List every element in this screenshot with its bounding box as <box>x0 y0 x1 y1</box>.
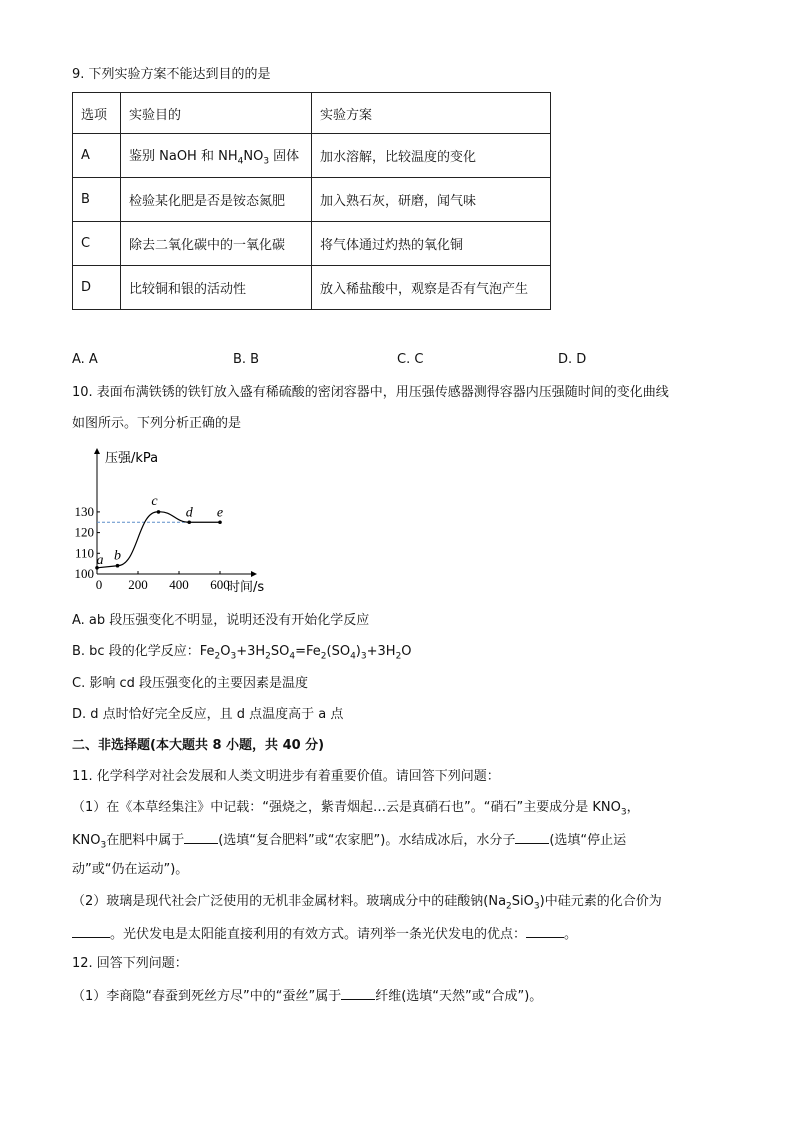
table-cell-option: C <box>73 222 121 266</box>
data-point-d <box>187 520 191 524</box>
q10-option-c[interactable]: C. 影响 cd 段压强变化的主要因素是温度 <box>72 676 309 691</box>
answer-blank[interactable] <box>184 829 218 844</box>
table-cell-plan: 将气体通过灼热的氧化铜 <box>312 222 551 266</box>
point-label-b: b <box>114 548 121 564</box>
table-cell-goal: 检验某化肥是否是铵态氮肥 <box>121 178 312 222</box>
section-heading: 二、非选择题(本大题共 8 小题，共 40 分) <box>72 738 325 753</box>
q10-option-b[interactable]: B. bc 段的化学反应：$Fe_2O_3+3H_2SO_4=Fe_2(SO_4)_3+3H_2O$ <box>72 644 412 662</box>
q11-part2-line2: 。光伏发电是太阳能直接利用的有效方式。请列举一条光伏发电的优点： 。 <box>72 923 577 945</box>
q10-stem-line1: 10. 表面布满铁锈的铁钉放入盛有稀硫酸的密闭容器中，用压强传感器测得容器内压强随时间的变化曲线 <box>72 385 669 400</box>
x-tick-label: 0 <box>95 577 103 592</box>
answer-blank[interactable] <box>515 829 549 844</box>
q10-option-a[interactable]: A. ab 段压强变化不明显，说明还没有开始化学反应 <box>72 613 370 628</box>
table-cell-plan: 放入稀盐酸中，观察是否有气泡产生 <box>312 266 551 310</box>
y-axis-arrow <box>94 448 100 454</box>
q9-option-c[interactable]: C. C <box>397 352 424 367</box>
answer-blank[interactable] <box>526 923 564 938</box>
q12-stem: 12. 回答下列问题： <box>72 956 188 971</box>
q11-part1-line2: $KNO_3$在肥料中属于 (选填“复合肥料”或“农家肥”)。水结成冰后，水分子 (选填“停止运 <box>72 829 626 856</box>
table-header-cell: 实验目的 <box>121 93 312 134</box>
point-label-c: c <box>151 493 158 509</box>
q11-part2-line1: （2）玻璃是现代社会广泛使用的无机非金属材料。玻璃成分中的硅酸钠$(Na_2SiO_3)$中硅元素的化合价为 <box>72 894 662 912</box>
table-row <box>73 178 551 222</box>
table-header-cell: 选项 <box>73 93 121 134</box>
table-header-cell: 实验方案 <box>312 93 551 134</box>
data-point-e <box>218 520 222 524</box>
table-row <box>73 134 551 178</box>
table-cell-option: D <box>73 266 121 310</box>
table-cell-plan: 加水溶解，比较温度的变化 <box>312 134 551 178</box>
y-axis-label: 压强/kPa <box>105 451 159 466</box>
table-row <box>73 266 551 310</box>
answer-blank[interactable] <box>341 985 375 1000</box>
table-cell-plan: 加入熟石灰，研磨，闻气味 <box>312 178 551 222</box>
point-label-a: a <box>96 552 104 568</box>
pressure-time-chart <box>60 440 300 605</box>
table-cell-goal: 鉴别 NaOH 和 $NH_4NO_3$ 固体 <box>121 134 312 178</box>
x-axis-label: 时间/s <box>227 580 265 595</box>
q9-option-d[interactable]: D. D <box>558 352 587 367</box>
q11-part1-line3: 动”或“仍在运动”)。 <box>72 862 189 877</box>
q9-option-a[interactable]: A. A <box>72 352 98 367</box>
data-point-b <box>116 564 120 568</box>
y-tick-label: 100 <box>74 566 94 581</box>
q11-stem: 11. 化学科学对社会发展和人类文明进步有着重要价值。请回答下列问题： <box>72 769 500 784</box>
table-header-row <box>73 93 551 134</box>
x-tick-label: 400 <box>169 577 189 592</box>
table-cell-goal: 比较铜和银的活动性 <box>121 266 312 310</box>
point-label-d: d <box>185 505 193 521</box>
table-cell-option: A <box>73 134 121 178</box>
q12-part1: （1）李商隐“春蚕到死丝方尽”中的“蚕丝”属于 纤维(选填“天然”或“合成”)。 <box>72 985 542 1007</box>
q10-option-d[interactable]: D. d 点时恰好完全反应，且 d 点温度高于 a 点 <box>72 707 344 722</box>
q11-part1-line1: （1）在《本草经集注》中记载：“强烧之，紫青烟起…云是真硝石也”。“硝石”主要成分是 $KNO_3$， <box>72 800 640 818</box>
table-row <box>73 222 551 266</box>
q9-stem: 9. 下列实验方案不能达到目的的是 <box>72 67 271 82</box>
y-tick-label: 110 <box>74 545 94 561</box>
x-axis-arrow <box>251 571 257 577</box>
data-point-c <box>157 510 161 514</box>
table-cell-option: B <box>73 178 121 222</box>
table-cell-goal: 除去二氧化碳中的一氧化碳 <box>121 222 312 266</box>
y-tick-label: 120 <box>74 524 94 540</box>
x-tick-label: 200 <box>128 577 148 592</box>
x-tick-label: 600 <box>210 577 230 592</box>
q9-option-b[interactable]: B. B <box>233 352 260 367</box>
answer-blank[interactable] <box>72 923 110 938</box>
q9-table <box>72 92 551 310</box>
point-label-e: e <box>216 505 224 521</box>
y-tick-label: 130 <box>74 503 94 519</box>
q10-stem-line2: 如图所示。下列分析正确的是 <box>72 416 242 431</box>
